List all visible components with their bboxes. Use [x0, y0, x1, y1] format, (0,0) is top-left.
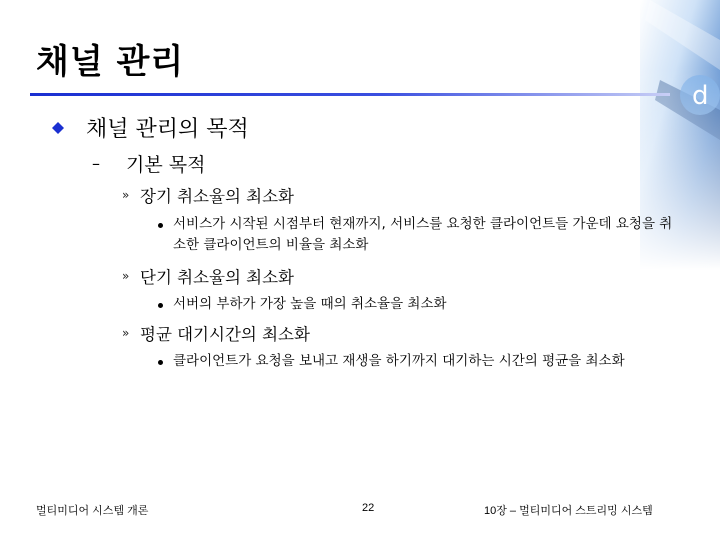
double-chevron-icon: » [122, 188, 130, 202]
point-detail-text: 클라이언트가 요청을 보내고 재생을 하기까지 대기하는 시간의 평균을 최소화 [173, 353, 625, 369]
heading-text: 채널 관리의 목적 [86, 117, 249, 142]
double-chevron-icon: » [122, 269, 130, 283]
point-item [122, 264, 294, 288]
point-label: 단기 취소율의 최소화 [140, 268, 294, 287]
dash-icon: – [92, 154, 100, 173]
point-label: 평균 대기시간의 최소화 [140, 325, 310, 344]
subheading-text: 기본 목적 [126, 154, 206, 176]
slide-title: 채널 관리 [36, 42, 185, 82]
dot-icon [158, 303, 163, 308]
point-detail-text: 서버의 부하가 가장 높을 때의 취소율을 최소화 [173, 296, 447, 312]
dot-icon [158, 223, 163, 228]
dot-icon [158, 360, 163, 365]
point-detail [158, 351, 678, 372]
footer-right: 10장 – 멀티미디어 스트리밍 시스템 [484, 505, 653, 517]
point-detail [158, 214, 678, 256]
title-underline [30, 93, 670, 96]
point-detail-text: 서비스가 시작된 시점부터 현재까지, 서비스를 요청한 클라이언트들 가운데 요청을 취소한 클라이언트의 비율을 최소화 [173, 216, 673, 253]
point-detail [158, 294, 678, 315]
page-number: 22 [362, 502, 375, 514]
double-chevron-icon: » [122, 326, 130, 340]
diamond-icon [52, 122, 64, 134]
footer-left: 멀티미디어 시스템 개론 [36, 505, 149, 517]
point-item [122, 183, 294, 207]
point-item [122, 321, 310, 345]
subheading-item [92, 150, 205, 177]
heading-item [52, 112, 249, 143]
point-label: 장기 취소율의 최소화 [140, 187, 294, 206]
